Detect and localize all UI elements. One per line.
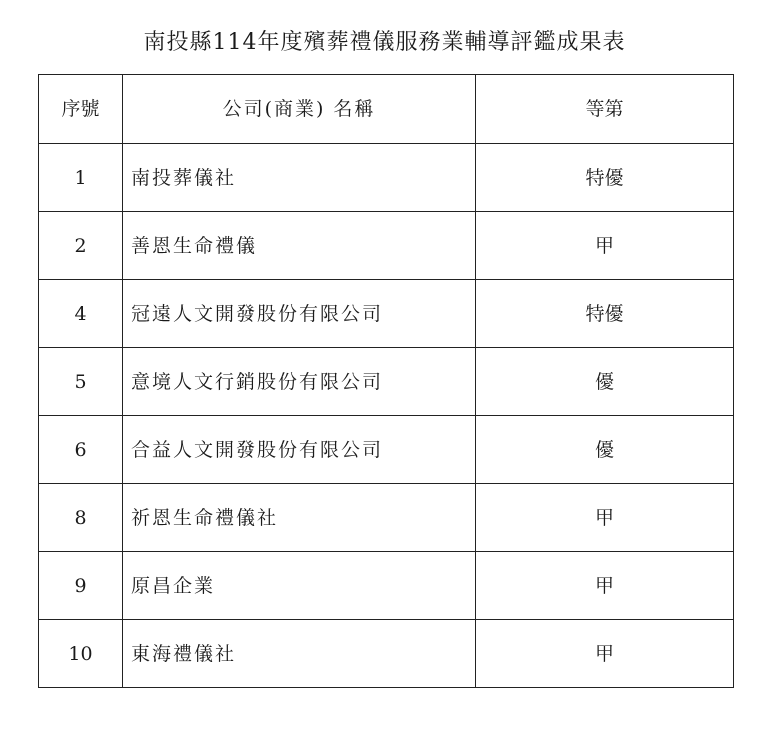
document-title: 南投縣114年度殯葬禮儀服務業輔導評鑑成果表: [143, 30, 626, 55]
table-row: [39, 348, 734, 416]
company-name-cell: 祈恩生命禮儀社: [123, 484, 476, 552]
table-row: [39, 484, 734, 552]
table-row: [39, 552, 734, 620]
company-name-cell: 原昌企業: [123, 552, 476, 620]
serial-number-cell: 2: [39, 212, 123, 280]
company-name-cell: 冠遠人文開發股份有限公司: [123, 280, 476, 348]
table-row: [39, 212, 734, 280]
table-row: [39, 620, 734, 688]
grade-cell: 特優: [476, 144, 734, 212]
company-name-cell: 善恩生命禮儀: [123, 212, 476, 280]
grade-cell: 甲: [476, 620, 734, 688]
grade-cell: 甲: [476, 212, 734, 280]
grade-cell: 優: [476, 348, 734, 416]
company-name-cell: 南投葬儀社: [123, 144, 476, 212]
serial-number-cell: 6: [39, 416, 123, 484]
table-row: [39, 144, 734, 212]
serial-number-cell: 1: [39, 144, 123, 212]
table-row: [39, 280, 734, 348]
table-header-row: [39, 75, 734, 144]
header-serial-number: 序號: [39, 75, 123, 144]
grade-cell: 甲: [476, 552, 734, 620]
serial-number-cell: 9: [39, 552, 123, 620]
header-company-name: 公司(商業) 名稱: [123, 75, 476, 144]
evaluation-results-table: [38, 74, 734, 688]
serial-number-cell: 4: [39, 280, 123, 348]
grade-cell: 優: [476, 416, 734, 484]
company-name-cell: 東海禮儀社: [123, 620, 476, 688]
serial-number-cell: 10: [39, 620, 123, 688]
grade-cell: 特優: [476, 280, 734, 348]
serial-number-cell: 8: [39, 484, 123, 552]
serial-number-cell: 5: [39, 348, 123, 416]
company-name-cell: 合益人文開發股份有限公司: [123, 416, 476, 484]
table-row: [39, 416, 734, 484]
grade-cell: 甲: [476, 484, 734, 552]
company-name-cell: 意境人文行銷股份有限公司: [123, 348, 476, 416]
header-grade: 等第: [476, 75, 734, 144]
